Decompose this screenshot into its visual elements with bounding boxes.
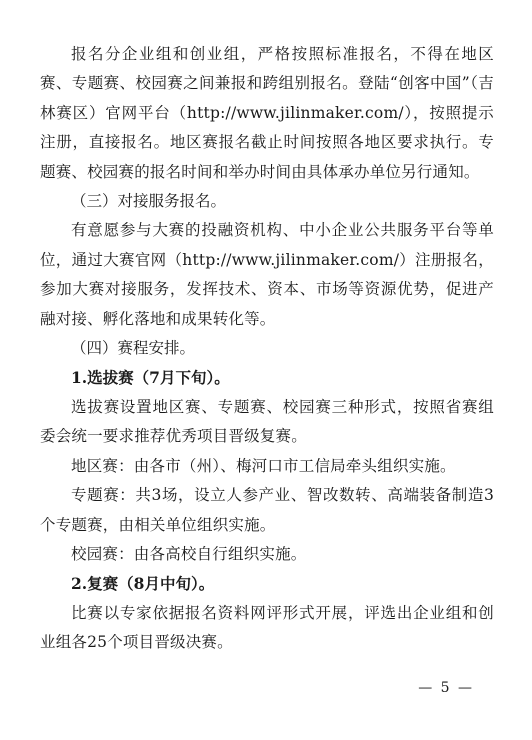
document-page [40, 40, 494, 658]
page-number: — 5 — [418, 680, 474, 696]
paragraph-matchmaking: 有意愿参与大赛的投融资机构、中小企业公共服务平台等单位，通过大赛官网（http://www.jilinmaker.com/）注册报名，参加大赛对接服务，发挥技术、资本、市场等资源优势，促进产融对接、孵化落地和成果转化等。 [40, 221, 494, 328]
paragraph-selection-round: 选拔赛设置地区赛、专题赛、校园赛三种形式，按照省赛组委会统一要求推荐优秀项目晋级复赛。 [40, 397, 494, 446]
heading-semifinal: 2.复赛（8月中旬）。 [71, 574, 215, 594]
paragraph-regional-contest: 地区赛：由各市（州）、梅河口市工信局牵头组织实施。 [71, 456, 456, 475]
paragraph-semifinal: 比赛以专家依据报名资料网评形式开展，评选出企业组和创业组各25个项目晋级决赛。 [40, 603, 494, 652]
heading-matchmaking-registration: （三）对接服务报名。 [71, 192, 227, 211]
paragraph-campus-contest: 校园赛：由各高校自行组织实施。 [71, 544, 307, 563]
heading-schedule: （四）赛程安排。 [71, 339, 196, 358]
paragraph-registration-rules: 报名分企业组和创业组，严格按照标准报名，不得在地区赛、专题赛、校园赛之间兼报和跨组别报名。登陆“创客中国”（吉林赛区）官网平台（http://www.jilinmaker.com/），按照提示注册，直接报名。地区赛报名截止时间按照各地区要求执行。专题赛、校园赛的报名时间和举办时间由具体承办单位另行通知。 [40, 45, 494, 181]
heading-selection-round: 1.选拔赛（7月下旬）。 [71, 368, 230, 388]
paragraph-thematic-contest: 专题赛：共3场，设立人参产业、智改数转、高端装备制造3个专题赛，由相关单位组织实施。 [40, 486, 494, 534]
